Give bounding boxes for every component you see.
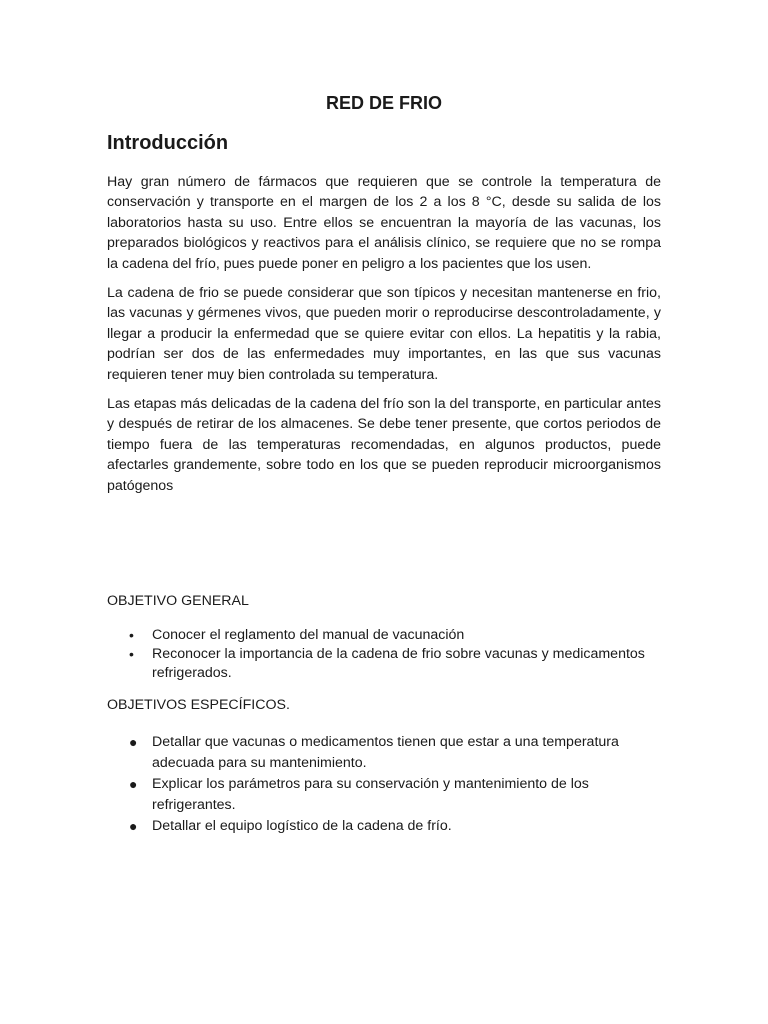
document-title: RED DE FRIO — [325, 93, 442, 113]
introduction-heading: Introducción — [107, 132, 229, 154]
list-item — [107, 626, 661, 645]
bullet-icon: • — [129, 627, 134, 643]
bullet-icon: • — [129, 646, 134, 662]
bullet-icon: ● — [129, 818, 138, 834]
objetivos-especificos-list — [107, 732, 661, 837]
intro-paragraph-2: La cadena de frio se puede considerar que son típicos y necesitan mantenerse en frio, las vacunas y gérmenes vivos, que pueden morir o reproducirse descontroladamente, y llegar a producir la enfermedad que se quiere evitar con ellos. La hepatitis y la rabia, podrían ser dos de las enfermedades muy importantes, en las que sus vacunas requieren tener muy bien controlada su temperatura. — [107, 285, 661, 383]
introduction-body — [107, 172, 661, 505]
objetivo-general-list — [107, 626, 661, 683]
bullet-icon: ● — [129, 734, 138, 750]
bullet-icon: ● — [129, 776, 138, 792]
list-item — [107, 732, 661, 774]
list-item — [107, 816, 661, 837]
intro-paragraph-1: Hay gran número de fármacos que requieren que se controle la temperatura de conservación y transporte en el margen de los 2 a los 8 °C, desde su salida de los laboratorios hasta su uso. Entre ellos se encuentran la mayoría de las vacunas, los preparados biológicos y reactivos para el análisis clínico, se requiere que no se rompa la cadena del frío, pues puede poner en peligro a los pacientes que los usen. — [107, 174, 661, 272]
objetivo-general-heading: OBJETIVO GENERAL — [107, 593, 249, 609]
objetivos-especificos-heading: OBJETIVOS ESPECÍFICOS. — [107, 697, 290, 713]
list-item-text: Conocer el reglamento del manual de vacunación — [152, 627, 465, 643]
list-item-text: Detallar el equipo logístico de la cadena de frío. — [152, 818, 452, 834]
list-item-text: Detallar que vacunas o medicamentos tienen que estar a una temperatura adecuada para su mantenimiento. — [152, 734, 619, 771]
intro-paragraph-3: Las etapas más delicadas de la cadena del frío son la del transporte, en particular antes y después de retirar de los almacenes. Se debe tener presente, que cortos periodos de tiempo fuera de las temperaturas recomendadas, en algunos productos, puede afectarles grandemente, sobre todo en los que se pueden reproducir microorganismos patógenos — [107, 396, 661, 494]
list-item — [107, 645, 661, 683]
list-item-text: Explicar los parámetros para su conservación y mantenimiento de los refrigerantes. — [152, 776, 589, 813]
list-item-text: Reconocer la importancia de la cadena de frio sobre vacunas y medicamentos refrigerados. — [152, 646, 645, 681]
list-item — [107, 774, 661, 816]
